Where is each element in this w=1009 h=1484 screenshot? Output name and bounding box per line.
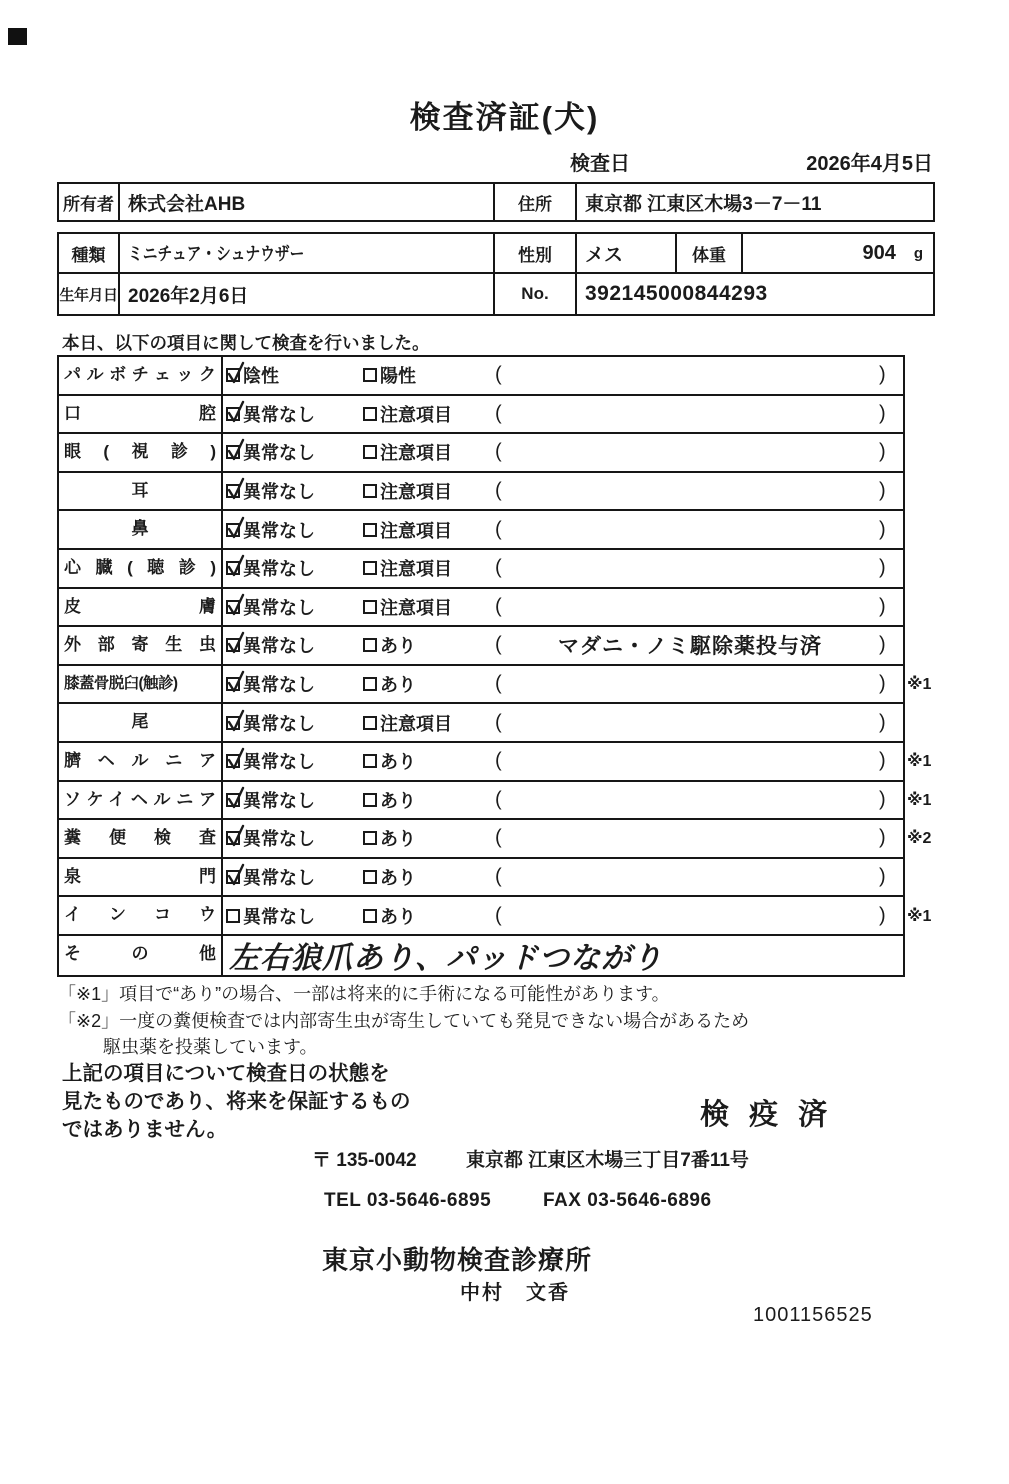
sex-value: メス bbox=[577, 234, 677, 272]
document-title: 検査済証(犬) bbox=[409, 100, 600, 135]
result-checkbox bbox=[226, 716, 240, 730]
exam-row-content bbox=[223, 859, 903, 896]
exam-row-label: 外部寄生虫 bbox=[59, 627, 223, 664]
exam-row-label: 眼(視診) bbox=[59, 434, 223, 471]
alt-checkbox bbox=[363, 754, 377, 768]
result-checkbox-label: 異常なし bbox=[243, 636, 315, 657]
veterinarian-name: 中村 文香 bbox=[460, 1282, 570, 1304]
alt-checkbox bbox=[363, 600, 377, 614]
result-checkbox-label: 異常なし bbox=[243, 868, 315, 889]
alt-checkbox bbox=[363, 523, 377, 537]
alt-checkbox-label: あり bbox=[380, 675, 416, 696]
intro-sentence: 本日、以下の項目に関して検査を行いました。 bbox=[62, 333, 430, 353]
paren-close: ) bbox=[879, 826, 886, 849]
clinic-postal-code: 〒 135-0042 bbox=[312, 1150, 417, 1171]
paren-open: ( bbox=[495, 826, 502, 849]
exam-row-label: その他 bbox=[59, 936, 223, 975]
alt-checkbox bbox=[363, 561, 377, 575]
alt-checkbox-label: 注意項目 bbox=[380, 597, 452, 618]
footnote-1: 「※1」項目で“あり”の場合、一部は将来的に手術になる可能性があります。 bbox=[58, 984, 670, 1004]
address-label: 住所 bbox=[495, 184, 577, 220]
paren-close: ) bbox=[879, 788, 886, 811]
clinic-address: 東京都 江東区木場三丁目7番11号 bbox=[466, 1150, 749, 1171]
paren-close: ) bbox=[879, 363, 886, 386]
alt-checkbox bbox=[363, 368, 377, 382]
paren-close: ) bbox=[879, 518, 886, 541]
clinic-name: 東京小動物検査診療所 bbox=[322, 1245, 593, 1275]
paren-open: ( bbox=[495, 518, 502, 541]
exam-row-content bbox=[223, 820, 932, 857]
paren-open: ( bbox=[495, 865, 502, 888]
exam-row-content bbox=[223, 704, 903, 741]
no-label: No. bbox=[495, 274, 577, 314]
paren-open: ( bbox=[495, 672, 502, 695]
exam-row-content bbox=[223, 511, 903, 548]
exam-row-label: 口腔 bbox=[59, 396, 223, 433]
paren-close: ) bbox=[879, 711, 886, 734]
alt-checkbox bbox=[363, 638, 377, 652]
alt-checkbox-label: あり bbox=[380, 906, 416, 927]
exam-row-heart bbox=[59, 550, 903, 589]
exam-row-content bbox=[223, 473, 903, 510]
result-checkbox-label: 異常なし bbox=[243, 906, 315, 927]
clinic-tel: TEL 03-5646-6895 bbox=[324, 1190, 492, 1211]
exam-row-content bbox=[223, 357, 903, 394]
no-value: 392145000844293 bbox=[585, 282, 768, 305]
paren-open: ( bbox=[495, 440, 502, 463]
paren-open: ( bbox=[495, 556, 502, 579]
exam-row-label: パルボチェック bbox=[59, 357, 223, 394]
paren-open: ( bbox=[495, 788, 502, 811]
result-checkbox-label: 異常なし bbox=[243, 520, 315, 541]
alt-checkbox-label: あり bbox=[380, 790, 416, 811]
alt-checkbox bbox=[363, 793, 377, 807]
result-checkbox-label: 異常なし bbox=[243, 404, 315, 425]
alt-checkbox-label: あり bbox=[380, 868, 416, 889]
alt-checkbox bbox=[363, 716, 377, 730]
result-checkbox bbox=[226, 909, 240, 923]
serial-number: 1001156525 bbox=[753, 1304, 873, 1326]
weight-number: 904 bbox=[862, 241, 896, 264]
exam-row-nose bbox=[59, 511, 903, 550]
inspection-date-value: 2026年4月5日 bbox=[806, 153, 933, 175]
alt-checkbox bbox=[363, 677, 377, 691]
ref-note: ※2 bbox=[907, 830, 932, 848]
weight-value bbox=[743, 234, 933, 272]
result-checkbox-label: 異常なし bbox=[243, 482, 315, 503]
alt-checkbox bbox=[363, 870, 377, 884]
exam-row-content bbox=[223, 434, 903, 471]
exam-row-content bbox=[223, 396, 903, 433]
exam-row-label: ソケイヘルニア bbox=[59, 782, 223, 819]
exam-row-patella bbox=[59, 666, 932, 705]
alt-checkbox-label: 注意項目 bbox=[380, 443, 452, 464]
handwritten-note: 左右狼爪あり、パッドつながり bbox=[229, 942, 663, 976]
exam-row-content bbox=[223, 627, 903, 664]
exam-row-content bbox=[223, 782, 932, 819]
exam-row-label: 耳 bbox=[59, 473, 223, 510]
exam-row-content bbox=[223, 936, 903, 975]
exam-row-inguinal-hernia bbox=[59, 782, 932, 821]
exam-row-other bbox=[59, 936, 903, 975]
exam-row-label: インコウ bbox=[59, 897, 223, 934]
paren-open: ( bbox=[495, 711, 502, 734]
alt-checkbox-label: 注意項目 bbox=[380, 559, 452, 580]
result-checkbox bbox=[226, 677, 240, 691]
result-checkbox bbox=[226, 368, 240, 382]
paren-close: ) bbox=[879, 865, 886, 888]
exam-row-fontanelle bbox=[59, 859, 903, 898]
result-checkbox bbox=[226, 523, 240, 537]
inspection-date-label: 検査日 bbox=[570, 153, 630, 175]
exam-row-label: 臍ヘルニア bbox=[59, 743, 223, 780]
exam-row-ears bbox=[59, 473, 903, 512]
alt-checkbox-label: 注意項目 bbox=[380, 404, 452, 425]
ref-note: ※1 bbox=[907, 791, 932, 809]
result-checkbox bbox=[226, 831, 240, 845]
alt-checkbox-label: 注意項目 bbox=[380, 482, 452, 503]
exam-row-umbilical-hernia bbox=[59, 743, 932, 782]
result-checkbox bbox=[226, 600, 240, 614]
paren-close: ) bbox=[879, 595, 886, 618]
exam-row-fecal bbox=[59, 820, 932, 859]
alt-checkbox-label: あり bbox=[380, 829, 416, 850]
disclaimer-text: 上記の項目について検査日の状態を 見たものであり、将来を保証するもの ではありません。 bbox=[62, 1062, 411, 1141]
result-checkbox-label: 異常なし bbox=[243, 559, 315, 580]
alt-checkbox bbox=[363, 484, 377, 498]
exam-row-label: 尾 bbox=[59, 704, 223, 741]
paren-close: ) bbox=[879, 556, 886, 579]
result-checkbox bbox=[226, 870, 240, 884]
paren-open: ( bbox=[495, 904, 502, 927]
owner-value: 株式会社AHB bbox=[120, 184, 495, 220]
alt-checkbox-label: あり bbox=[380, 752, 416, 773]
alt-checkbox-label: 陽性 bbox=[380, 366, 416, 387]
exam-row-mouth bbox=[59, 396, 903, 435]
exam-row-cryptorchid bbox=[59, 897, 932, 936]
paren-open: ( bbox=[495, 749, 502, 772]
exam-row-content bbox=[223, 589, 903, 626]
exam-row-content bbox=[223, 666, 932, 703]
alt-checkbox bbox=[363, 831, 377, 845]
result-checkbox-label: 異常なし bbox=[243, 829, 315, 850]
scan-artifact-mark bbox=[8, 28, 27, 45]
result-checkbox bbox=[226, 561, 240, 575]
clinic-fax: FAX 03-5646-6896 bbox=[543, 1190, 712, 1211]
alt-checkbox-label: 注意項目 bbox=[380, 520, 452, 541]
quarantine-stamp: 検 疫 済 bbox=[700, 1099, 834, 1131]
result-checkbox-label: 異常なし bbox=[243, 675, 315, 696]
result-checkbox bbox=[226, 793, 240, 807]
alt-checkbox bbox=[363, 445, 377, 459]
weight-unit: g bbox=[913, 244, 923, 262]
footnote-2-line1: 「※2」一度の糞便検査では内部寄生虫が寄生していても発見できない場合があるため bbox=[58, 1011, 750, 1031]
exam-row-label: 糞便検査 bbox=[59, 820, 223, 857]
alt-checkbox bbox=[363, 407, 377, 421]
alt-checkbox-label: 注意項目 bbox=[380, 713, 452, 734]
paren-close: ) bbox=[879, 904, 886, 927]
birthdate-label: 生年月日 bbox=[59, 274, 120, 314]
result-checkbox-label: 異常なし bbox=[243, 713, 315, 734]
exam-row-content bbox=[223, 743, 932, 780]
exam-row-eyes bbox=[59, 434, 903, 473]
result-checkbox-label: 異常なし bbox=[243, 443, 315, 464]
sex-label: 性別 bbox=[495, 234, 577, 272]
ref-note: ※1 bbox=[907, 753, 932, 771]
paren-open: ( bbox=[495, 479, 502, 502]
result-checkbox bbox=[226, 638, 240, 652]
birthdate-value: 2026年2月6日 bbox=[120, 274, 495, 314]
paren-open: ( bbox=[495, 633, 502, 656]
weight-label: 体重 bbox=[677, 234, 743, 272]
result-checkbox-label: 異常なし bbox=[243, 790, 315, 811]
paren-close: ) bbox=[879, 402, 886, 425]
address-value: 東京都 江東区木場3－7－11 bbox=[585, 193, 822, 215]
alt-checkbox bbox=[363, 909, 377, 923]
exam-row-label: 心臓(聴診) bbox=[59, 550, 223, 587]
exam-row-label: 鼻 bbox=[59, 511, 223, 548]
exam-row-content bbox=[223, 550, 903, 587]
exam-row-skin bbox=[59, 589, 903, 628]
result-checkbox-label: 陰性 bbox=[243, 366, 279, 387]
owner-label: 所有者 bbox=[59, 184, 120, 220]
paren-close: ) bbox=[879, 479, 886, 502]
paren-close: ) bbox=[879, 672, 886, 695]
exam-row-label: 膝蓋骨脱臼(触診) bbox=[59, 666, 223, 703]
result-checkbox-label: 異常なし bbox=[243, 597, 315, 618]
pet-info-table bbox=[57, 232, 935, 316]
breed-label: 種類 bbox=[59, 234, 120, 272]
paren-close: ) bbox=[879, 633, 886, 656]
result-checkbox bbox=[226, 445, 240, 459]
ref-note: ※1 bbox=[907, 676, 932, 694]
paren-close: ) bbox=[879, 440, 886, 463]
ref-note: ※1 bbox=[907, 907, 932, 925]
alt-checkbox-label: あり bbox=[380, 636, 416, 657]
result-checkbox bbox=[226, 407, 240, 421]
exam-row-tail bbox=[59, 704, 903, 743]
result-checkbox-label: 異常なし bbox=[243, 752, 315, 773]
paren-close: ) bbox=[879, 749, 886, 772]
exam-row-label: 皮膚 bbox=[59, 589, 223, 626]
paren-open: ( bbox=[495, 363, 502, 386]
owner-table bbox=[57, 182, 935, 222]
breed-value: ミニチュア・シュナウザー bbox=[120, 234, 495, 272]
exam-table bbox=[57, 355, 932, 977]
result-checkbox bbox=[226, 754, 240, 768]
exam-row-content bbox=[223, 897, 932, 934]
exam-row-parvo bbox=[59, 357, 903, 396]
footnote-2-line2: 駆虫薬を投薬しています。 bbox=[103, 1037, 318, 1057]
result-checkbox bbox=[226, 484, 240, 498]
exam-row-label: 泉門 bbox=[59, 859, 223, 896]
paren-open: ( bbox=[495, 402, 502, 425]
paren-open: ( bbox=[495, 595, 502, 618]
exam-row-parasites bbox=[59, 627, 903, 666]
paren-value: マダニ・ノミ駆除薬投与済 bbox=[558, 635, 822, 659]
